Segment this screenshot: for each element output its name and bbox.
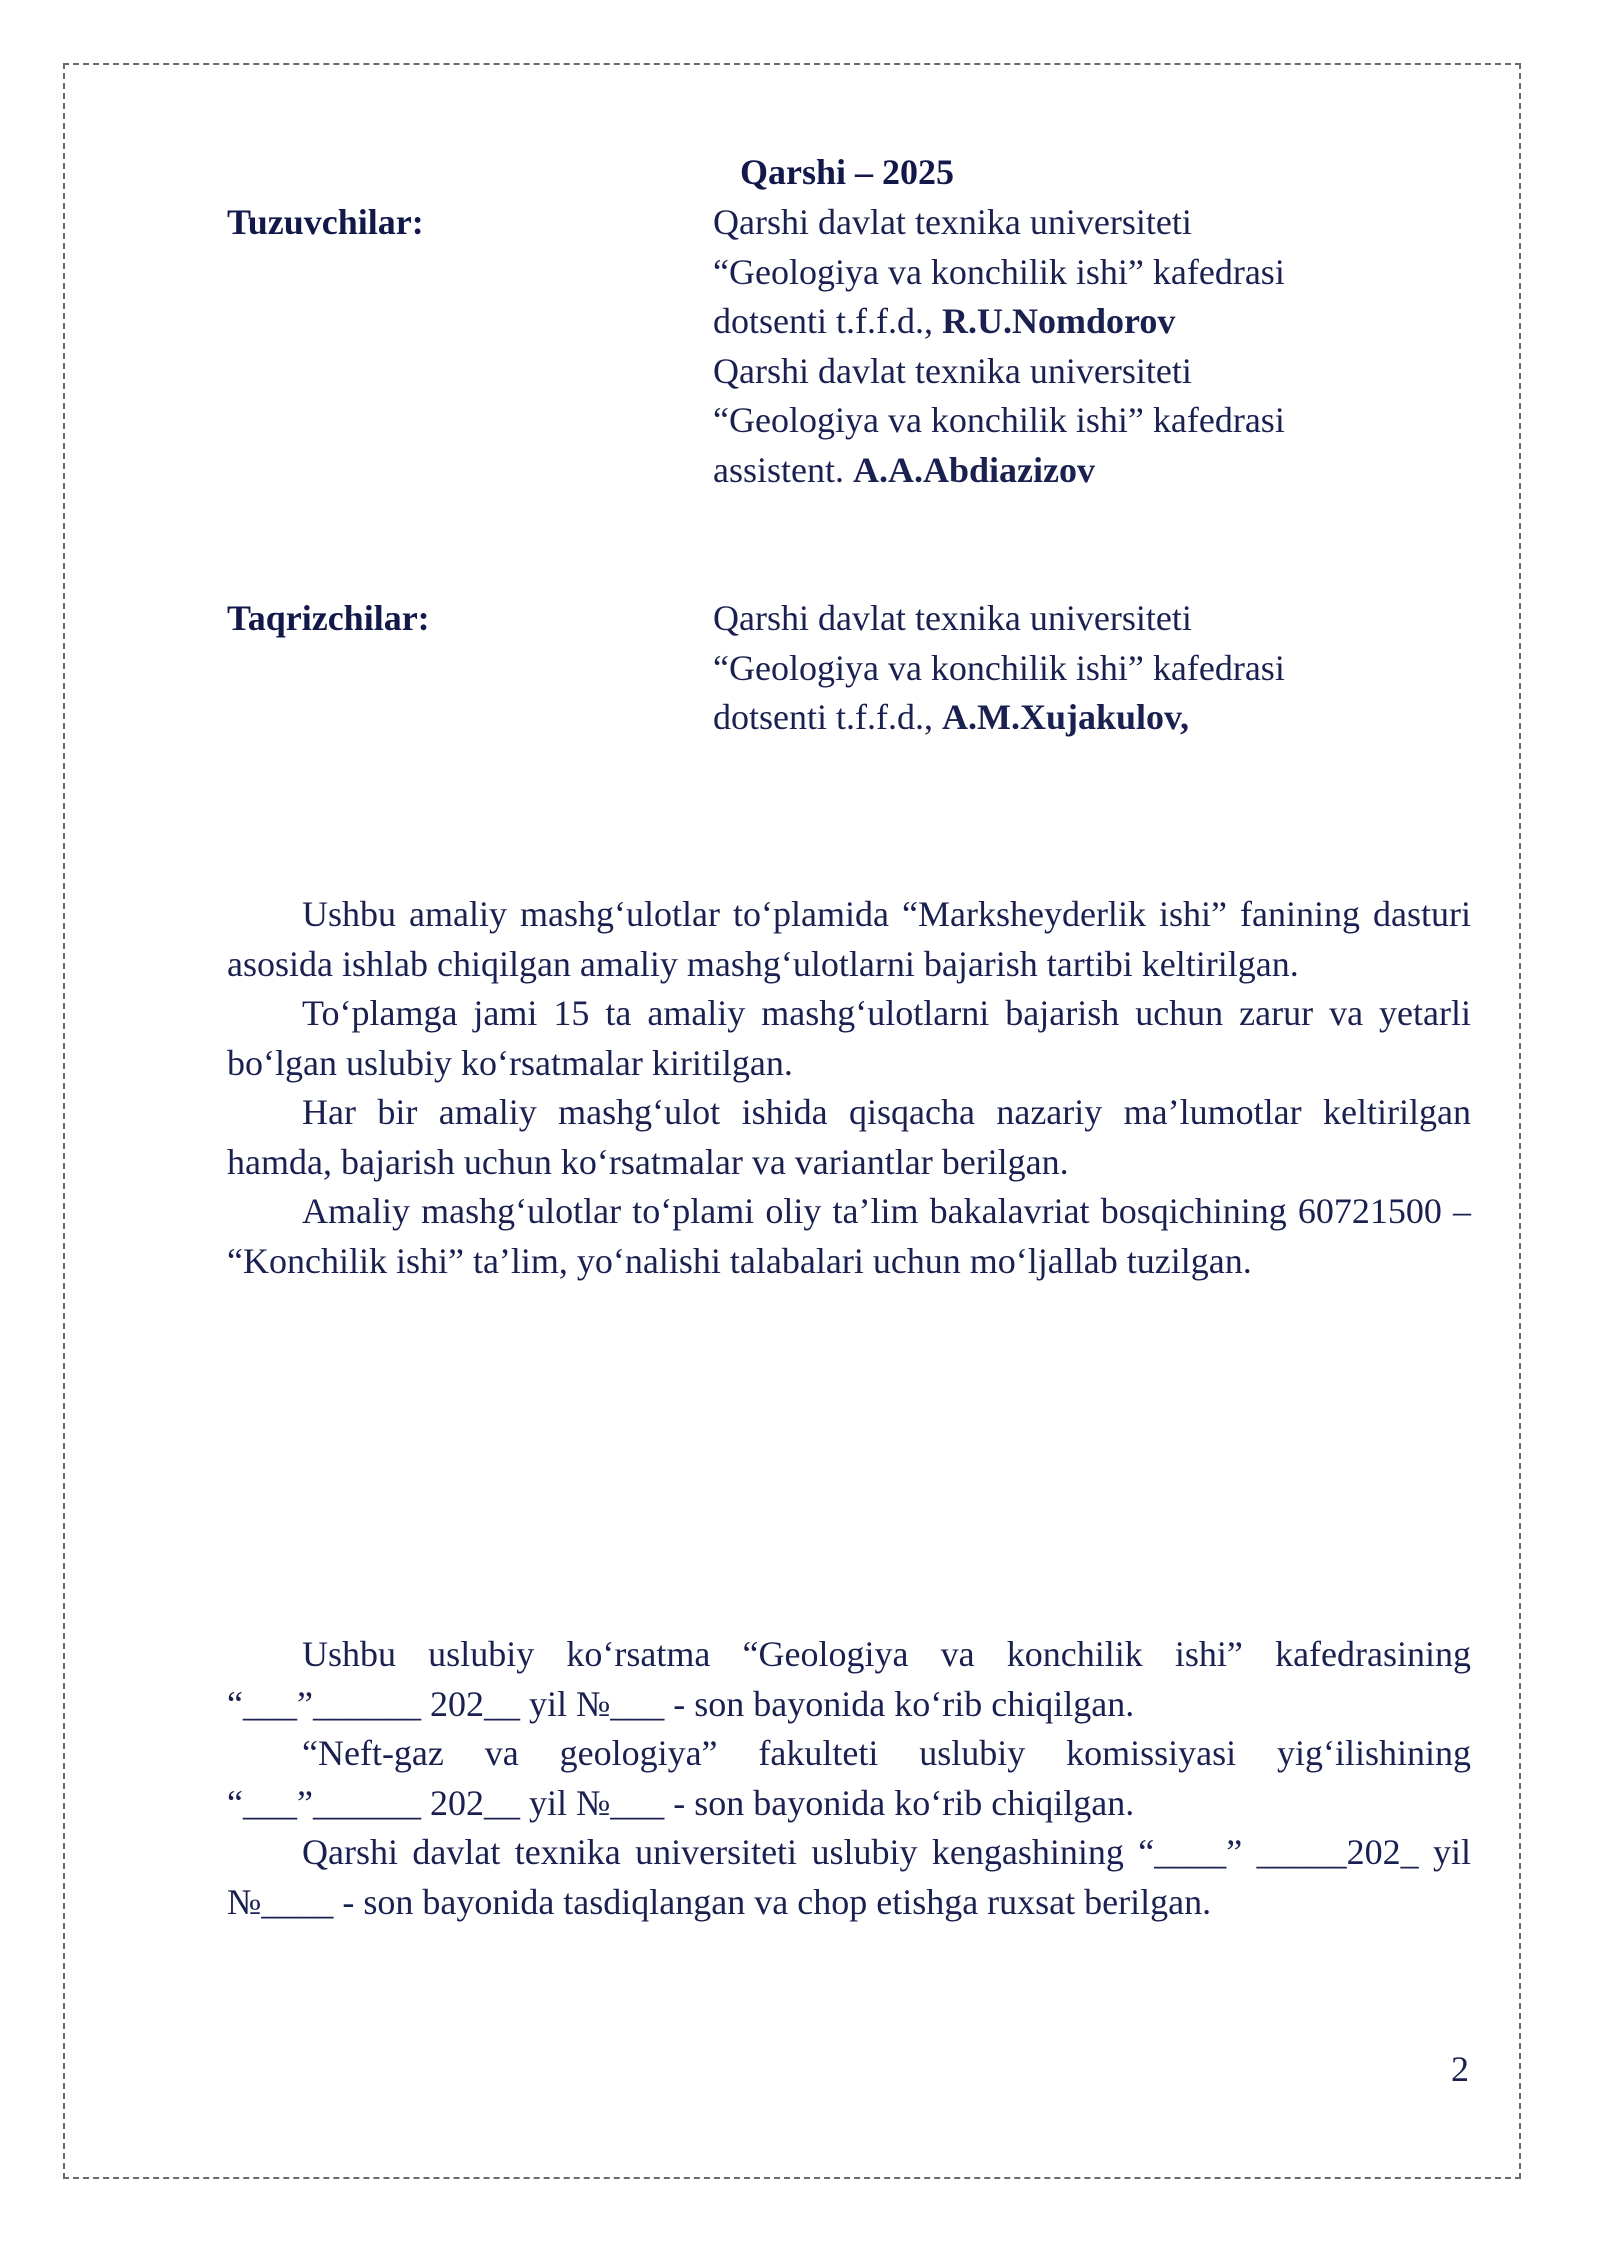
approval-paragraph-council: Qarshi davlat texnika universiteti uslubiy kengashining “____” _____202_ yil №____ - son bayonida tasdiqlangan va chop etishga ruxsat berilgan. [227, 1832, 1471, 1922]
compiler-2-position: assistent. [713, 449, 853, 490]
compiler-1-institution: Qarshi davlat texnika universiteti [713, 202, 1192, 242]
compiler-2-credit [713, 446, 1095, 496]
reviewer-1-position: dotsenti t.f.f.d., [713, 697, 942, 737]
compiler-2-institution: Qarshi davlat texnika universiteti [713, 350, 1192, 391]
reviewers-label: Taqrizchilar: [227, 598, 430, 638]
reviewer-1-institution: Qarshi davlat texnika universiteti [713, 598, 1192, 638]
compiler-1-position: dotsenti t.f.f.d., [713, 301, 942, 341]
annotation-paragraph-1: Ushbu amaliy mashg‘ulotlar to‘plamida “Marksheyderlik ishi” fanining dasturi asosida ishlab chiqilgan amaliy mashg‘ulotlarni bajarish tartibi keltirilgan. [227, 894, 1471, 984]
annotation-paragraph-2: To‘plamga jami 15 ta amaliy mashg‘ulotlarni bajarish uchun zarur va yetarli bo‘lgan uslubiy ko‘rsatmalar kiritilgan. [227, 993, 1471, 1083]
reviewer-1-credit [713, 693, 1189, 743]
annotation-paragraph-3: Har bir amaliy mashg‘ulot ishida qisqacha nazariy ma’lumotlar keltirilgan hamda, bajarish uchun ko‘rsatmalar va variantlar berilgan. [227, 1092, 1471, 1182]
approval-paragraph-department: Ushbu uslubiy ko‘rsatma “Geologiya va konchilik ishi” kafedrasining “___”______ 202__ yil №___ - son bayonida ko‘rib chiqilgan. [227, 1634, 1471, 1724]
reviewer-1-department: “Geologiya va konchilik ishi” kafedrasi [713, 647, 1285, 688]
page-number: 2 [1451, 2049, 1469, 2089]
compiler-2-department: “Geologiya va konchilik ishi” kafedrasi [713, 400, 1285, 440]
compiler-1-credit [713, 297, 1175, 347]
compiler-1-department: “Geologiya va konchilik ishi” kafedrasi [713, 251, 1285, 292]
reviewer-1-name: A.M.Xujakulov, [941, 697, 1190, 737]
compiler-2-name: A.A.Abdiazizov [853, 449, 1095, 490]
annotation-paragraph-4: Amaliy mashg‘ulotlar to‘plami oliy ta’lim bakalavriat bosqichining 60721500 – “Konchilik ishi” ta’lim, yo‘nalishi talabalari uchun mo‘ljallab tuzilgan. [227, 1191, 1471, 1281]
city-year: Qarshi – 2025 [740, 152, 955, 192]
compilers-label: Tuzuvchilar: [227, 202, 424, 242]
compiler-1-name: R.U.Nomdorov [941, 301, 1176, 341]
approval-paragraph-faculty: “Neft-gaz va geologiya” fakulteti uslubiy komissiyasi yig‘ilishining “___”______ 202__ yil №___ - son bayonida ko‘rib chiqilgan. [227, 1733, 1471, 1823]
